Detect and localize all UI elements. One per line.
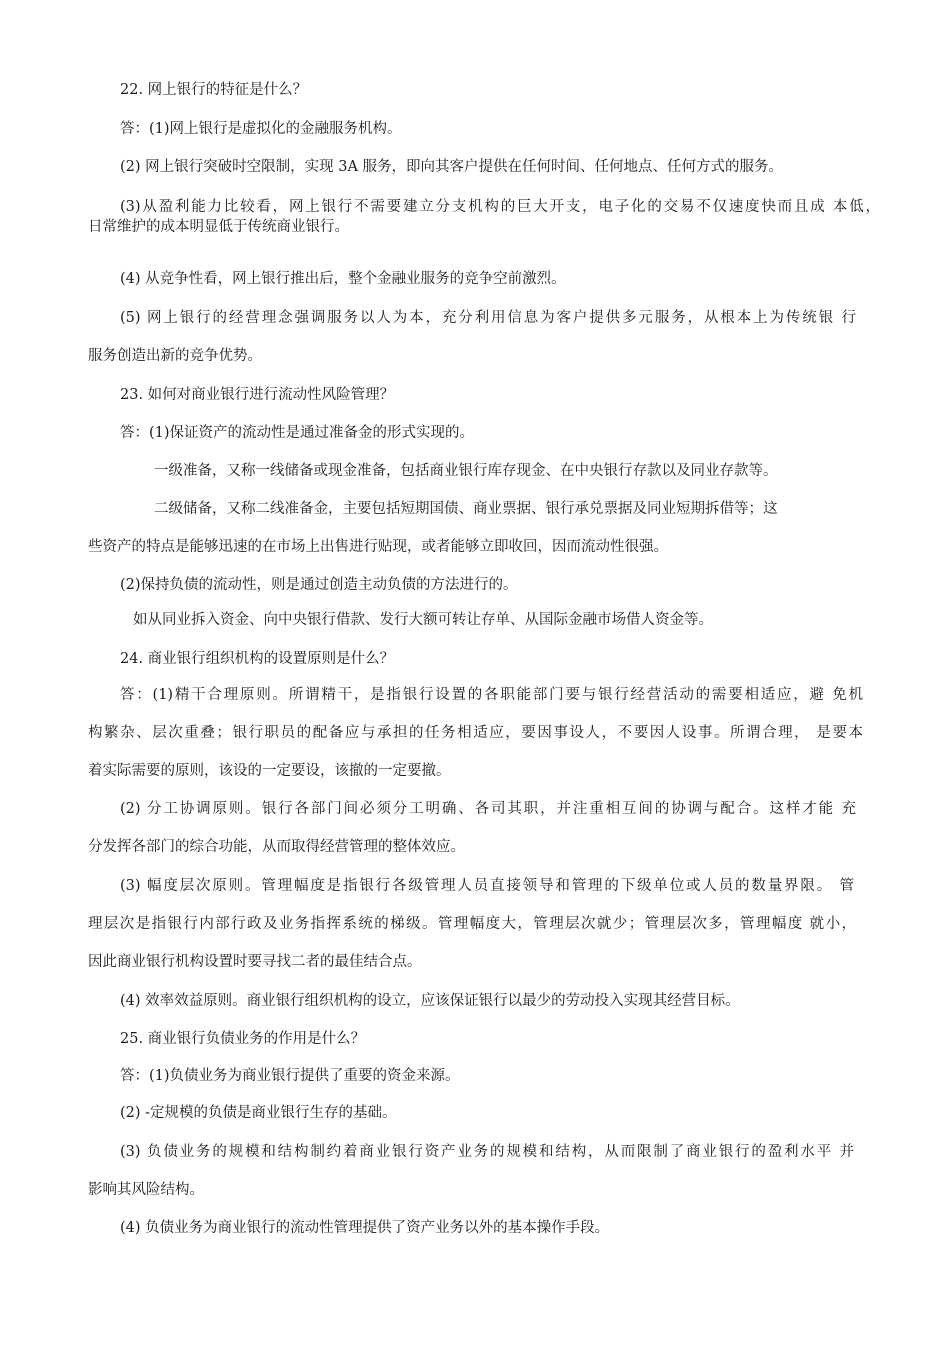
answer-line: 答：(1)保证资产的流动性是通过准备金的形式实现的。 bbox=[120, 425, 475, 441]
answer-line: (2) -定规模的负债是商业银行生存的基础。 bbox=[120, 1105, 397, 1121]
question-24: 24. 商业银行组织机构的设置原则是什么？ bbox=[120, 651, 395, 667]
answer-line: (5) 网上银行的经营理念强调服务以人为本，充分利用信息为客户提供多元服务，从根本上为传统银 行 bbox=[120, 310, 856, 326]
answer-line: (2) 网上银行突破时空限制，实现 3A 服务，即向其客户提供在任何时间、任何地点、任何方式的服务。 bbox=[120, 159, 784, 175]
answer-line: 二级储备，又称二线准备金，主要包括短期国债、商业票据、银行承兑票据及同业短期拆借等；这 bbox=[154, 501, 778, 517]
answer-line: 理层次是指银行内部行政及业务指挥系统的梯级。管理幅度大，管理层次就少；管理层次多，管理幅度 就小， bbox=[88, 916, 856, 932]
answer-line: 些资产的特点是能够迅速的在市场上出售进行贴现，或者能够立即收回，因而流动性很强。 bbox=[88, 539, 668, 555]
answer-line: 构繁杂、层次重叠；银行职员的配备应与承担的任务相适应，要因事设人，不要因人设事。所谓合理， 是要本 bbox=[88, 725, 863, 741]
answer-line: 一级准备，又称一线储备或现金准备，包括商业银行库存现金、在中央银行存款以及同业存款等。 bbox=[154, 463, 778, 479]
answer-line: (3)从盈利能力比较看，网上银行不需要建立分支机构的巨大开支，电子化的交易不仅速度快而且成 本低， bbox=[120, 199, 880, 215]
answer-line: 影响其风险结构。 bbox=[88, 1182, 204, 1198]
answer-line: 因此商业银行机构设置时要寻找二者的最佳结合点。 bbox=[88, 954, 422, 970]
answer-line: (4) 从竞争性看，网上银行推出后，整个金融业服务的竞争空前激烈。 bbox=[120, 271, 566, 287]
question-22: 22. 网上银行的特征是什么？ bbox=[120, 82, 308, 98]
answer-line: 答：(1)负债业务为商业银行提供了重要的资金来源。 bbox=[120, 1068, 460, 1084]
answer-line: 着实际需要的原则，该设的一定要设，该撤的一定要撤。 bbox=[88, 763, 451, 779]
answer-line: (2)保持负债的流动性，则是通过创造主动负债的方法进行的。 bbox=[120, 577, 518, 593]
question-25: 25. 商业银行负债业务的作用是什么？ bbox=[120, 1031, 366, 1047]
answer-line: 答：(1)精干合理原则。所谓精干，是指银行设置的各职能部门要与银行经营活动的需要相适应，避 免机 bbox=[120, 687, 863, 703]
answer-line: (2) 分工协调原则。银行各部门间必须分工明确、各司其职，并注重相互间的协调与配合。这样才能 充 bbox=[120, 801, 856, 817]
answer-line: 分发挥各部门的综合功能，从而取得经营管理的整体效应。 bbox=[88, 839, 465, 855]
answer-line: 服务创造出新的竞争优势。 bbox=[88, 348, 262, 364]
answer-line: (3) 负债业务的规模和结构制约着商业银行资产业务的规模和结构，从而限制了商业银行的盈利水平 并 bbox=[120, 1144, 854, 1160]
answer-line: (4) 效率效益原则。商业银行组织机构的设立，应该保证银行以最少的劳动投入实现其经营目标。 bbox=[120, 993, 740, 1009]
answer-line: (4) 负债业务为商业银行的流动性管理提供了资产业务以外的基本操作手段。 bbox=[120, 1220, 610, 1236]
question-23: 23. 如何对商业银行进行流动性风险管理？ bbox=[120, 387, 395, 403]
answer-line: 日常维护的成本明显低于传统商业银行。 bbox=[88, 219, 349, 235]
answer-line: (3) 幅度层次原则。管理幅度是指银行各级管理人员直接领导和管理的下级单位或人员的数量界限。 管 bbox=[120, 878, 854, 894]
answer-line: 如从同业拆入资金、向中央银行借款、发行大额可转让存单、从国际金融市场借人资金等。 bbox=[133, 612, 713, 628]
answer-line: 答：(1)网上银行是虚拟化的金融服务机构。 bbox=[120, 121, 402, 137]
